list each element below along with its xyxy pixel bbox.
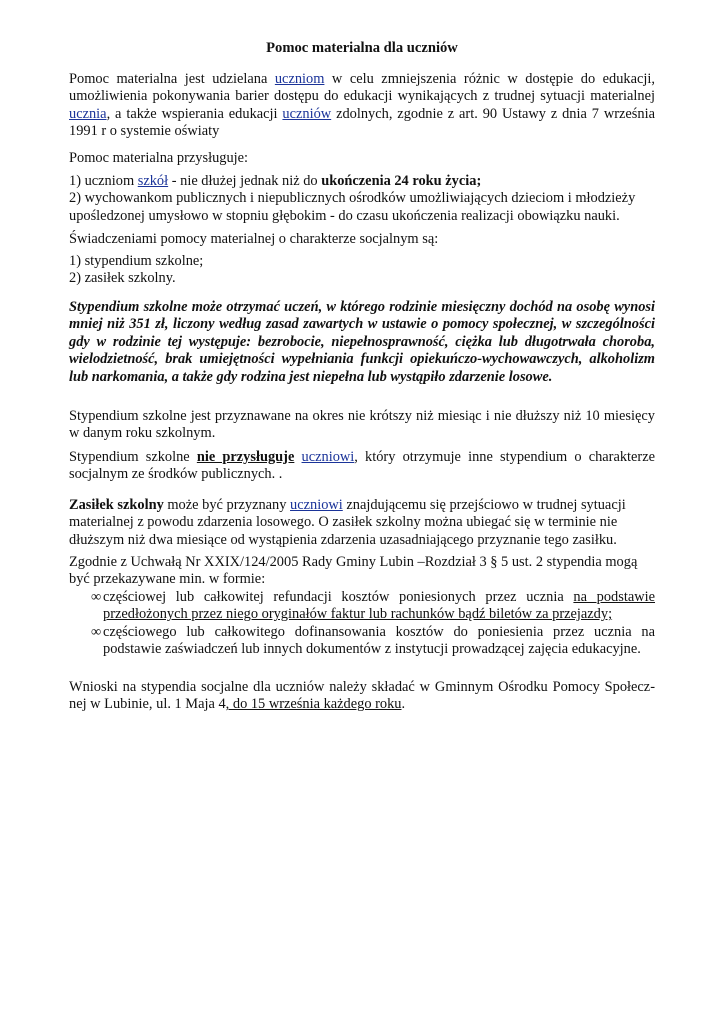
exclusion-bold: nie przysługuje <box>196 449 295 465</box>
applications-paragraph <box>69 679 655 714</box>
infinity-bullet-icon: ∞ <box>91 589 102 605</box>
resolution-intro: Zgodnie z Uchwałą Nr XXIX/124/2005 Rady Gminy Lubin –Rozdział 3 § 5 ust. 2 stypendia mogą być przekazywane min. w formie: <box>69 554 638 588</box>
exclusion-space <box>294 449 301 465</box>
applications-text-2: . <box>401 696 406 713</box>
benefit-item-1: 1) stypendium szkolne; <box>69 253 204 269</box>
eligibility-item-1-mid: - nie dłużej jednak niż do <box>168 173 322 189</box>
link-uczniowi-allowance[interactable]: uczniowi <box>290 497 343 513</box>
page-title: Pomoc materialna dla uczniów <box>266 40 458 56</box>
link-uczniom[interactable]: uczniom <box>274 71 325 87</box>
benefits-heading: Świadczeniami pomocy materialnej o charakterze socjalnym są: <box>69 231 439 247</box>
exclusion-prefix: Stypendium szkolne <box>69 449 197 465</box>
scholarship-period: Stypendium szkolne jest przyznawane na okres nie krótszy niż miesiąc i nie dłuższy niż 10 miesięcy w danym roku szkolnym. <box>69 408 655 442</box>
allowance-text-2: znajdującemu się przejściowo w trudnej sytuacji materialnej z powodu zdarzenia losowego. O zasiłek szkolny można ubiegać się w terminie nie dłuższym niż dwa miesiące od wystąpienia zdarzenia uzasadniającego przyznanie tego zasiłku. <box>69 497 626 548</box>
intro-text-1: Pomoc materialna jest udzielana <box>69 71 275 87</box>
bullet-2-text: częściowego lub całkowitego dofinansowania kosztów do poniesienia przez ucznia na podstawie zaświadczeń lub innych dokumentów z instytucji prowadzącej zajęcia edukacyjne. <box>103 623 655 658</box>
intro-text-2: w celu zmniejszenia różnic w dostępie do edukacji, umożliwienia pokonywania barier dostępu do edukacji wynikających z trudnej sytuacji materialnej <box>69 71 655 105</box>
bullet-1-underlined: na podstawie przedłożonych przez niego oryginałów faktur lub rachunków bądź biletów za przejazdy; <box>103 589 655 623</box>
applications-text-1: Wnioski na stypendia socjalne dla uczniów należy składać w Gminnym Ośrodku Pomocy Społecz-nej w Lubinie, ul. 1 Maja 4 <box>69 679 655 713</box>
allowance-text-1: może być przyznany <box>163 497 291 513</box>
bullet-1-text: częściowej lub całkowitej refundacji kosztów poniesionych przez ucznia <box>103 589 574 605</box>
exclusion-suffix: , który otrzymuje inne stypendium o charakterze socjalnym ze środków publicznych. . <box>69 449 655 483</box>
link-uczniowi[interactable]: uczniowi <box>301 449 355 465</box>
allowance-bold: Zasiłek szkolny <box>69 497 164 513</box>
eligibility-heading: Pomoc materialna przysługuje: <box>69 150 249 166</box>
applications-deadline: , do 15 września każdego roku <box>225 696 402 713</box>
intro-paragraph <box>69 71 655 141</box>
eligibility-list <box>69 173 655 225</box>
benefits-list <box>69 253 655 288</box>
link-szkol[interactable]: szkół <box>137 173 169 189</box>
eligibility-item-1-age: ukończenia 24 roku życia; <box>321 173 482 189</box>
resolution-bullet-1 <box>69 589 655 624</box>
eligibility-item-2: 2) wychowankom publicznych i niepublicznych ośrodków umożliwiających dzieciom i młodzieży upośledzonej umysłowo w stopniu głębokim - do czasu ukończenia realizacji obowiązku nauki. <box>69 190 636 224</box>
resolution-list <box>69 589 655 659</box>
link-ucznia[interactable]: ucznia <box>69 105 107 122</box>
eligibility-item-1 <box>69 173 655 190</box>
infinity-bullet-icon: ∞ <box>91 623 102 640</box>
resolution-bullet-2 <box>69 624 655 659</box>
link-uczniow[interactable]: uczniów <box>282 105 332 122</box>
intro-text-3: , a także wspierania edukacji <box>106 105 283 122</box>
benefit-item-2: 2) zasiłek szkolny. <box>69 270 176 287</box>
scholarship-exclusion <box>69 449 655 484</box>
allowance-paragraph <box>69 497 655 549</box>
intro-text-4: zdolnych, zgodnie z art. 90 Ustawy z dnia 7 września 1991 r o systemie oświaty <box>69 105 655 140</box>
scholarship-criteria: Stypendium szkolne może otrzymać uczeń, w którego rodzinie miesięczny dochód na osobę wynosi mniej niż 351 zł, liczony według zasad zawartych w ustawie o pomocy społecznej, w szczególności gdy w rodzinie tej występuje: bezrobocie, niepełnosprawność, ciężka lub długotrwała choroba, wielodzietność, brak umiejętności wypełniania funkcji opiekuńczo-wychowawczych, alkoholizm lub narkomania, a także gdy rodzina jest niepełna lub wystąpiło zdarzenie losowe. <box>69 299 655 385</box>
eligibility-item-1-prefix: 1) uczniom <box>69 173 138 189</box>
